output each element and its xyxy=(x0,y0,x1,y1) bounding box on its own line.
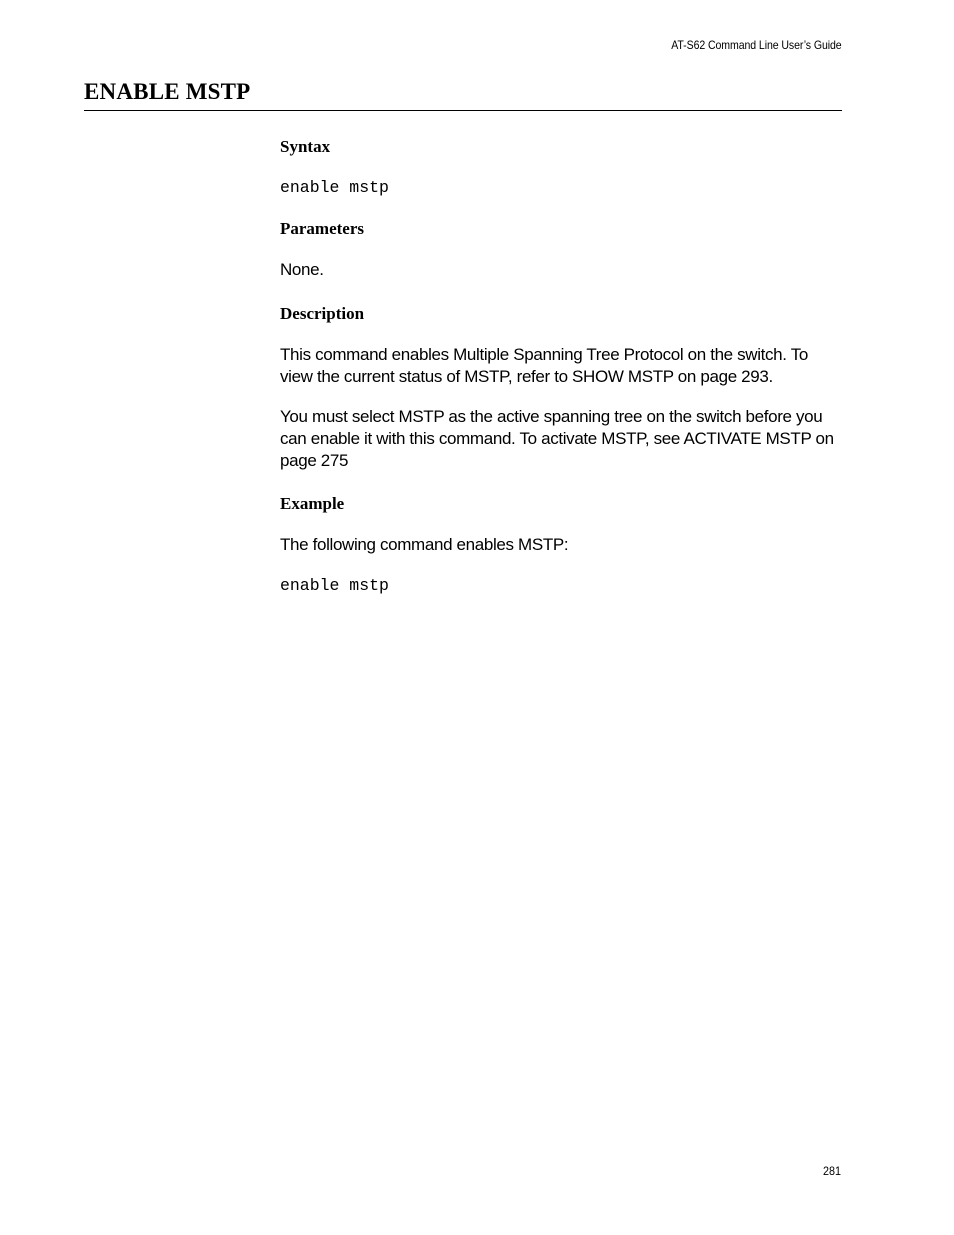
command-content xyxy=(280,136,842,597)
title-rule xyxy=(84,110,842,111)
example-heading: Example xyxy=(280,494,345,513)
parameters-heading: Parameters xyxy=(280,219,365,238)
description-heading: Description xyxy=(280,304,365,323)
example-code: enable mstp xyxy=(280,576,389,595)
syntax-heading: Syntax xyxy=(280,137,331,156)
syntax-code: enable mstp xyxy=(280,178,389,197)
page-title: ENABLE MSTP xyxy=(84,79,251,104)
description-paragraph-2: You must select MSTP as the active spanning tree on the switch before you can enable it with this command. To activate MSTP, see ACTIVATE MSTP on page 275 xyxy=(280,407,834,470)
description-paragraph-1: This command enables Multiple Spanning Tree Protocol on the switch. To view the current status of MSTP, refer to SHOW MSTP on page 293. xyxy=(280,345,808,386)
parameters-text: None. xyxy=(280,260,324,279)
page-number: 281 xyxy=(822,1164,841,1178)
running-header: AT-S62 Command Line User’s Guide xyxy=(671,38,842,52)
example-text: The following command enables MSTP: xyxy=(280,535,569,554)
